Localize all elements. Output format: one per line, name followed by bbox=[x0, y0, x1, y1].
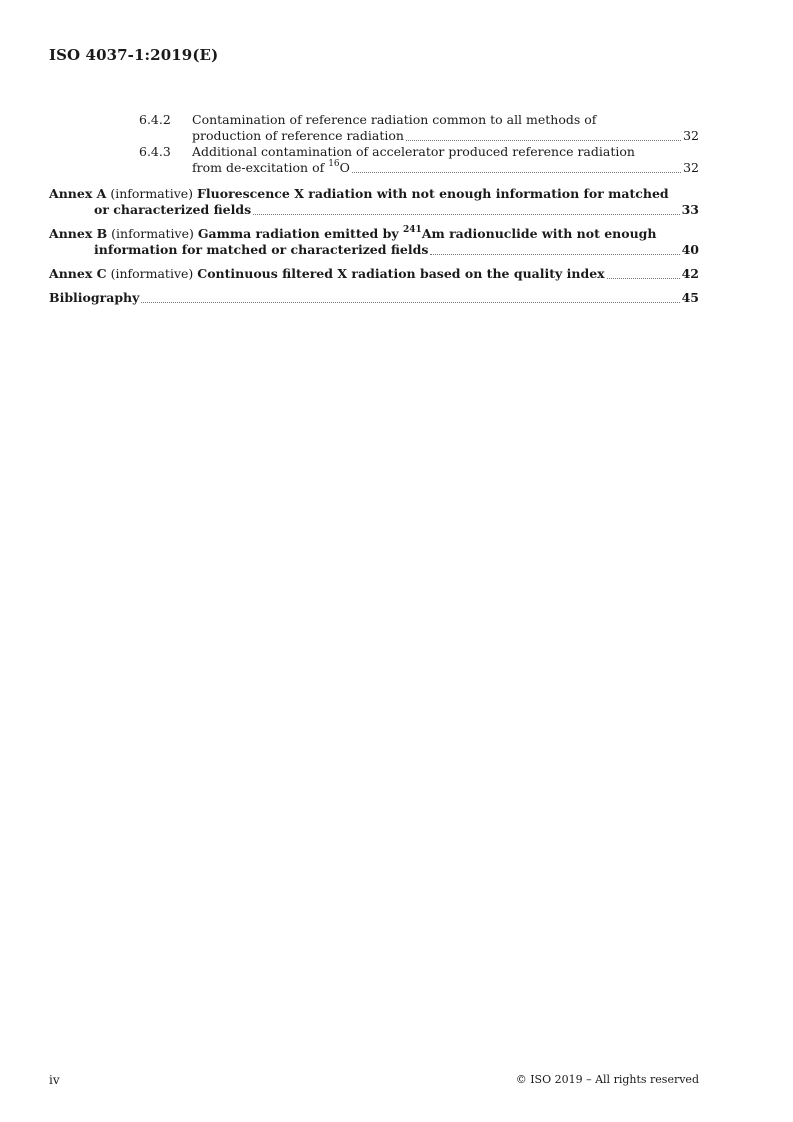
isotope-mass-number: 241 bbox=[403, 224, 422, 235]
toc-entry-bibliography[interactable] bbox=[49, 290, 699, 306]
toc-entry-text-line2: production of reference radiation bbox=[192, 128, 404, 143]
toc-page-number: 32 bbox=[683, 128, 699, 143]
toc-entry-text-line2 bbox=[192, 160, 350, 176]
toc-page-number: 33 bbox=[681, 202, 699, 217]
toc-dot-leader bbox=[352, 172, 681, 173]
toc-dot-leader bbox=[253, 214, 679, 215]
toc-entry-line1 bbox=[49, 290, 699, 306]
toc-entry-line1 bbox=[49, 226, 699, 242]
annex-title-suffix: Am radionuclide with not enough bbox=[421, 226, 657, 241]
document-header-title: ISO 4037-1:2019(E) bbox=[49, 46, 219, 64]
isotope-mass-number: 16 bbox=[328, 158, 340, 169]
toc-entry-line1 bbox=[49, 266, 699, 282]
table-of-contents bbox=[49, 112, 699, 306]
annex-label: Annex A bbox=[49, 186, 107, 201]
toc-text-suffix: O bbox=[339, 160, 350, 175]
toc-entry-number: 6.4.3 bbox=[139, 144, 171, 159]
annex-title-line2: information for matched or characterized fields bbox=[94, 242, 429, 257]
annex-qualifier: (informative) bbox=[107, 226, 198, 241]
toc-dot-leader bbox=[430, 254, 679, 255]
annex-title: Continuous filtered X radiation based on the quality index bbox=[197, 266, 605, 281]
footer-copyright: © ISO 2019 – All rights reserved bbox=[515, 1073, 699, 1086]
annex-title-line2: or characterized fields bbox=[94, 202, 252, 217]
toc-text-prefix: from de-excitation of bbox=[192, 160, 329, 175]
toc-entry-annex-a[interactable] bbox=[49, 186, 699, 218]
toc-entry-6-4-2[interactable] bbox=[49, 112, 699, 144]
annex-label: Annex C bbox=[49, 266, 107, 281]
toc-page-number: 45 bbox=[681, 290, 699, 305]
toc-entry-text-line1: Additional contamination of accelerator produced reference radiation bbox=[192, 144, 635, 159]
footer-page-number: iv bbox=[49, 1073, 60, 1087]
toc-entry-text-line1: Contamination of reference radiation common to all methods of bbox=[192, 112, 597, 127]
toc-dot-leader bbox=[141, 302, 679, 303]
toc-entry-line2 bbox=[192, 160, 699, 176]
toc-entry-number: 6.4.2 bbox=[139, 112, 171, 127]
annex-title-prefix: Gamma radiation emitted by bbox=[197, 226, 404, 241]
toc-page-number: 40 bbox=[681, 242, 699, 257]
toc-entry-line2 bbox=[49, 202, 699, 218]
annex-qualifier: (informative) bbox=[106, 186, 198, 201]
toc-dot-leader bbox=[607, 278, 680, 279]
toc-entry-annex-c[interactable] bbox=[49, 266, 699, 282]
toc-dot-leader bbox=[406, 140, 681, 141]
toc-entry-6-4-3[interactable] bbox=[49, 144, 699, 176]
toc-page-number: 32 bbox=[683, 160, 699, 175]
toc-page-number: 42 bbox=[681, 266, 699, 281]
toc-entry-line2 bbox=[192, 128, 699, 144]
bibliography-label: Bibliography bbox=[49, 290, 140, 305]
annex-qualifier: (informative) bbox=[106, 266, 198, 281]
annex-label: Annex B bbox=[49, 226, 108, 241]
toc-entry-line1 bbox=[49, 186, 699, 202]
annex-title-line1: Fluorescence X radiation with not enough information for matched bbox=[197, 186, 669, 201]
toc-entry-annex-b[interactable] bbox=[49, 226, 699, 258]
toc-entry-line2 bbox=[49, 242, 699, 258]
